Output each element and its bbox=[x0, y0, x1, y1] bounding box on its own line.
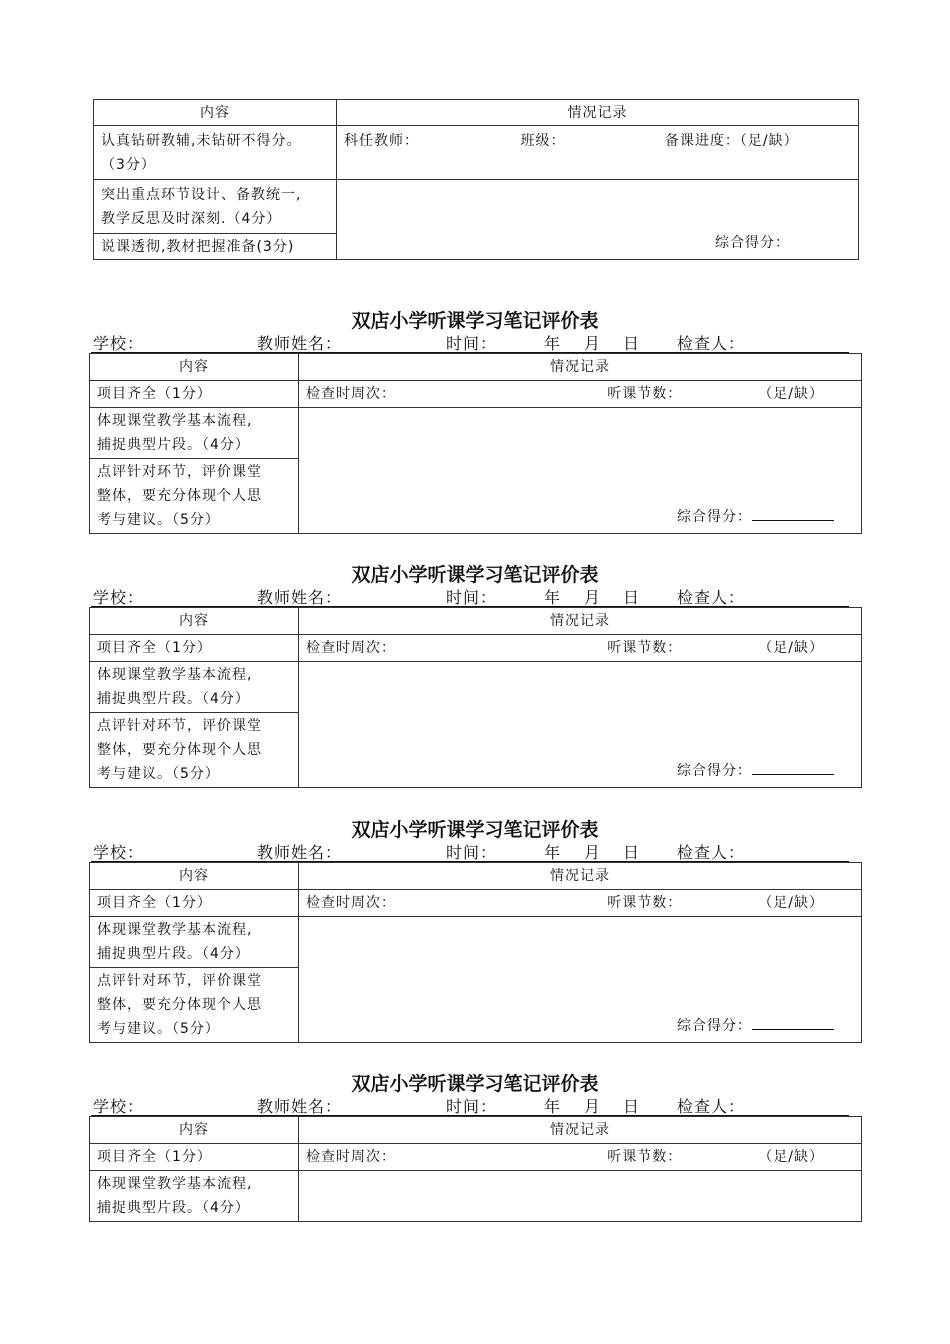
check-info-row bbox=[299, 381, 862, 408]
day-label: 日 bbox=[623, 1097, 641, 1116]
checker-label: 检查人： bbox=[677, 843, 746, 862]
item-comment: 点评针对环节，评价课堂 整体，要充分体现个人思 考与建议。（5分） bbox=[90, 968, 299, 1043]
check-info-row bbox=[299, 635, 862, 662]
item-completeness: 项目齐全（1分） bbox=[90, 890, 299, 917]
evaluation-form-1 bbox=[89, 309, 861, 534]
form-title: 双店小学听课学习笔记评价表 bbox=[351, 310, 599, 332]
evaluation-table bbox=[89, 353, 862, 534]
class-label: 班级： bbox=[520, 133, 566, 149]
item-comment: 点评针对环节，评价课堂 整体，要充分体现个人思 考与建议。（5分） bbox=[90, 713, 299, 788]
item-completeness: 项目齐全（1分） bbox=[90, 1144, 299, 1171]
lessons-label: 听课节数： bbox=[607, 386, 683, 402]
teacher-name-label: 教师姓名： bbox=[257, 843, 343, 862]
item-flow: 体现课堂教学基本流程, 捕捉典型片段。（4分） bbox=[90, 1171, 299, 1222]
teacher-label: 科任教师： bbox=[344, 133, 419, 149]
score-label: 综合得分： bbox=[677, 505, 834, 529]
item-comment: 点评针对环节，评价课堂 整体，要充分体现个人思 考与建议。（5分） bbox=[90, 459, 299, 534]
checker-label: 检查人： bbox=[677, 1097, 746, 1116]
header-content: 内容 bbox=[90, 608, 299, 635]
school-label: 学校： bbox=[93, 1097, 145, 1116]
header-record: 情况记录 bbox=[299, 1117, 862, 1144]
evaluation-table bbox=[89, 1116, 862, 1222]
header-content: 内容 bbox=[94, 100, 337, 126]
check-week-label: 检查时周次： bbox=[306, 895, 396, 911]
form-meta-line bbox=[91, 1096, 849, 1116]
score-label: 综合得分： bbox=[677, 1014, 834, 1038]
record-area bbox=[299, 917, 862, 1043]
score-label: 综合得分： bbox=[715, 235, 790, 251]
time-label: 时间： bbox=[446, 334, 498, 353]
form-meta-line bbox=[91, 842, 849, 862]
check-info-row bbox=[299, 1144, 862, 1171]
enough-label: （足/缺） bbox=[758, 386, 824, 402]
item-completeness: 项目齐全（1分） bbox=[90, 635, 299, 662]
school-label: 学校： bbox=[93, 843, 145, 862]
score-label: 综合得分： bbox=[677, 759, 834, 783]
lessons-label: 听课节数： bbox=[607, 895, 683, 911]
record-area bbox=[299, 662, 862, 788]
teacher-name-label: 教师姓名： bbox=[257, 334, 343, 353]
header-content: 内容 bbox=[90, 1117, 299, 1144]
form-title: 双店小学听课学习笔记评价表 bbox=[351, 1073, 599, 1095]
check-week-label: 检查时周次： bbox=[306, 386, 396, 402]
header-record: 情况记录 bbox=[299, 863, 862, 890]
header-record: 情况记录 bbox=[337, 100, 859, 126]
header-record: 情况记录 bbox=[299, 608, 862, 635]
enough-label: （足/缺） bbox=[758, 640, 824, 656]
form-meta-line bbox=[91, 587, 849, 607]
evaluation-form-4 bbox=[89, 1072, 861, 1222]
record-info-row bbox=[337, 126, 859, 180]
record-area bbox=[299, 1171, 862, 1222]
evaluation-form-3 bbox=[89, 818, 861, 1043]
teacher-name-label: 教师姓名： bbox=[257, 1097, 343, 1116]
item-flow: 体现课堂教学基本流程, 捕捉典型片段。（4分） bbox=[90, 917, 299, 968]
criteria-row-2: 突出重点环节设计、备教统一, 教学反思及时深刻.（4分） bbox=[94, 180, 337, 234]
form-title: 双店小学听课学习笔记评价表 bbox=[351, 819, 599, 841]
form-meta-line bbox=[91, 333, 849, 353]
header-content: 内容 bbox=[90, 863, 299, 890]
time-label: 时间： bbox=[446, 588, 498, 607]
check-week-label: 检查时周次： bbox=[306, 640, 396, 656]
evaluation-table bbox=[89, 607, 862, 788]
item-flow: 体现课堂教学基本流程, 捕捉典型片段。（4分） bbox=[90, 408, 299, 459]
teacher-name-label: 教师姓名： bbox=[257, 588, 343, 607]
year-label: 年 bbox=[544, 843, 562, 862]
evaluation-table bbox=[89, 862, 862, 1043]
time-label: 时间： bbox=[446, 1097, 498, 1116]
lesson-prep-table bbox=[93, 99, 859, 260]
month-label: 月 bbox=[584, 1097, 602, 1116]
record-area bbox=[337, 180, 859, 260]
item-completeness: 项目齐全（1分） bbox=[90, 381, 299, 408]
check-info-row bbox=[299, 890, 862, 917]
month-label: 月 bbox=[584, 843, 602, 862]
record-area bbox=[299, 408, 862, 534]
enough-label: （足/缺） bbox=[758, 1149, 824, 1165]
school-label: 学校： bbox=[93, 588, 145, 607]
lessons-label: 听课节数： bbox=[607, 640, 683, 656]
year-label: 年 bbox=[544, 334, 562, 353]
day-label: 日 bbox=[623, 843, 641, 862]
day-label: 日 bbox=[623, 588, 641, 607]
check-week-label: 检查时周次： bbox=[306, 1149, 396, 1165]
month-label: 月 bbox=[584, 334, 602, 353]
year-label: 年 bbox=[544, 588, 562, 607]
lessons-label: 听课节数： bbox=[607, 1149, 683, 1165]
evaluation-form-2 bbox=[89, 563, 861, 788]
enough-label: （足/缺） bbox=[758, 895, 824, 911]
header-content: 内容 bbox=[90, 354, 299, 381]
criteria-row-3: 说课透彻,教材把握准备(3分) bbox=[94, 234, 337, 260]
criteria-row-1: 认真钻研教辅,未钻研不得分。 （3分） bbox=[94, 126, 337, 180]
form-title: 双店小学听课学习笔记评价表 bbox=[351, 564, 599, 586]
time-label: 时间： bbox=[446, 843, 498, 862]
month-label: 月 bbox=[584, 588, 602, 607]
progress-label: 备课进度：（足/缺） bbox=[664, 133, 799, 149]
school-label: 学校： bbox=[93, 334, 145, 353]
checker-label: 检查人： bbox=[677, 588, 746, 607]
item-flow: 体现课堂教学基本流程, 捕捉典型片段。（4分） bbox=[90, 662, 299, 713]
day-label: 日 bbox=[623, 334, 641, 353]
header-record: 情况记录 bbox=[299, 354, 862, 381]
year-label: 年 bbox=[544, 1097, 562, 1116]
checker-label: 检查人： bbox=[677, 334, 746, 353]
